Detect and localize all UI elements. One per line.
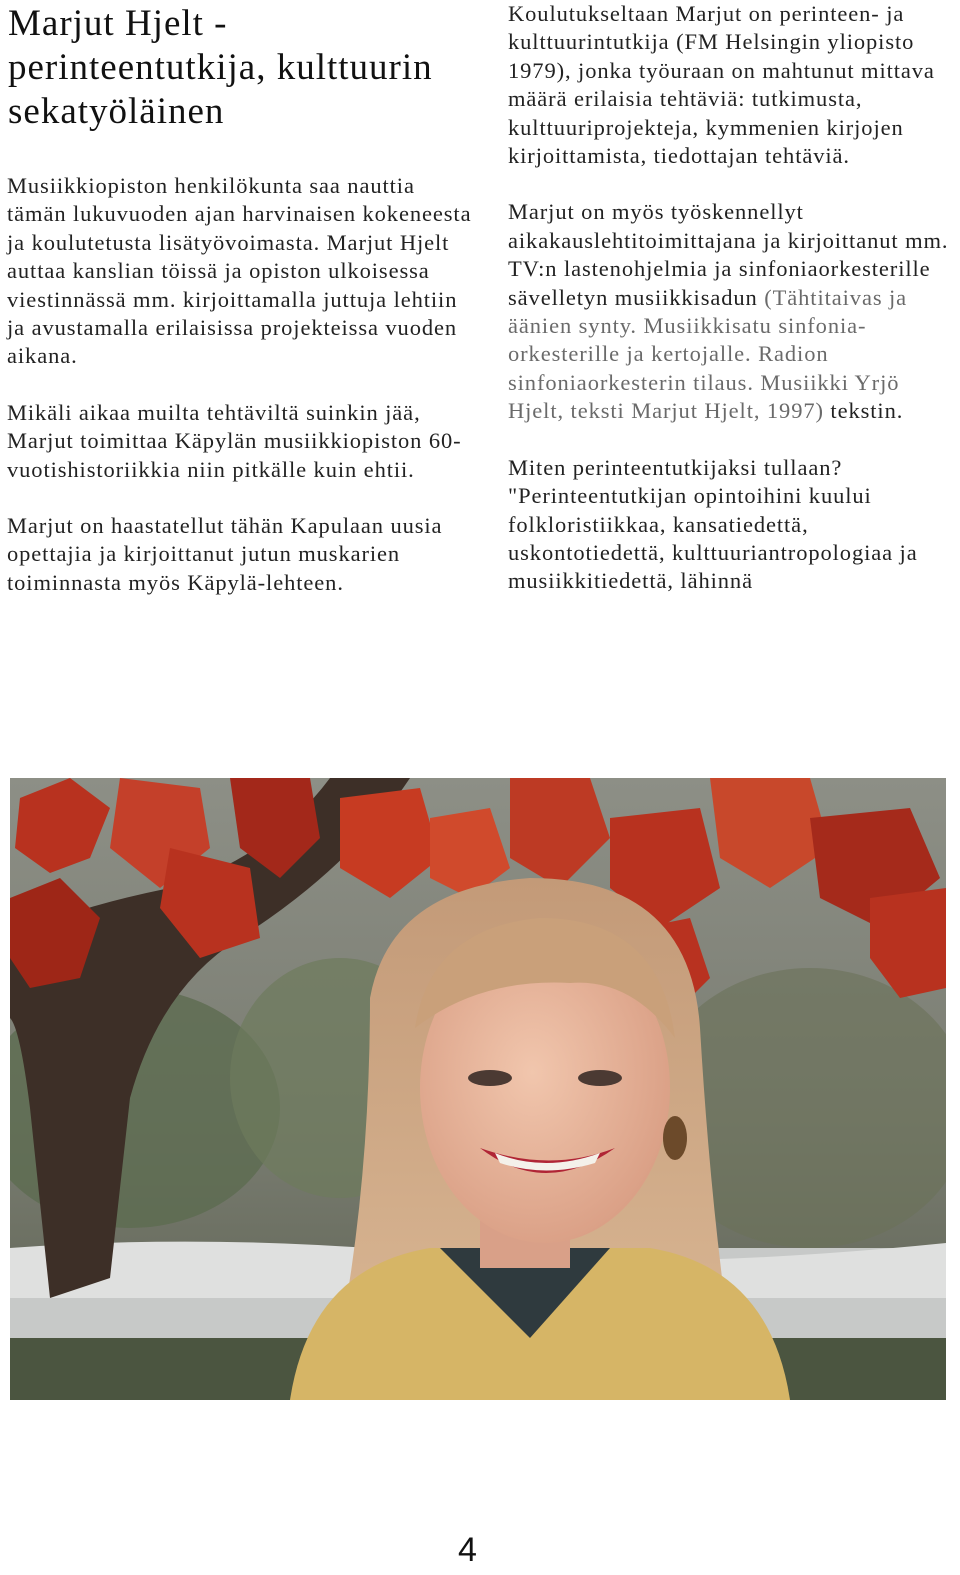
article-title: Marjut Hjelt - perinteentutkija, kulttuurin sekatyöläinen [8, 3, 433, 132]
paragraph-text: tekstin. [823, 398, 904, 424]
paragraph-text: Marjut on myös työskennellyt aikakauslehtitoimittajana ja kirjoittanut mm. TV:n lastenohjelmia ja sinfoniaorkesterille sävelletyn musiikkisadun [508, 199, 949, 310]
paragraph [508, 198, 956, 425]
paragraph: Musiikkiopiston henkilökunta saa nauttia tämän lukuvuoden ajan harvinaisen kokeneesta ja koulutetusta lisätyövoimasta. Marjut Hjelt auttaa kanslian töissä ja opiston ulkoisessa viestinnässä mm. kirjoittamalla juttuja lehtiin ja avustamalla erilaisissa projekteissa vuoden aikana. [7, 173, 472, 369]
paragraph: Miten perinteentutkijaksi tullaan? "Perinteentutkijan opintoihini kuului folkloristiikkaa, kansatiedettä, uskontotiedettä, kulttuuriantropologiaa ja musiikkitiedettä, lähinnä [508, 454, 918, 594]
page-number: 4 [458, 1531, 477, 1569]
portrait-photo [10, 778, 946, 1400]
left-column [7, 172, 477, 625]
work-reference: (Tähtitaivas ja äänien synty. Musiikkisatu sinfonia-orkesterille ja kertojalle. Radion sinfoniaorkesterin tilaus. Musiikki Yrjö Hjelt, teksti Marjut Hjelt, 1997) [508, 284, 908, 424]
paragraph: Koulutukseltaan Marjut on perinteen- ja kulttuurintutkija (FM Helsingin yliopisto 1979), jonka työuraan on mahtunut mittava määrä erilaisia tehtäviä: tutkimusta, kulttuuriprojekteja, kymmenien kirjojen kirjoittamista, tiedottajan tehtäviä. [508, 1, 935, 169]
paragraph: Marjut on haastatellut tähän Kapulaan uusia opettajia ja kirjoittanut jutun muskarien toiminnasta myös Käpylä-lehteen. [7, 513, 443, 595]
right-column [508, 0, 956, 624]
paragraph: Mikäli aikaa muilta tehtäviltä suinkin jää, Marjut toimittaa Käpylän musiikkiopiston 60-vuotishistoriikkia niin pitkälle kuin ehtii. [7, 399, 462, 482]
